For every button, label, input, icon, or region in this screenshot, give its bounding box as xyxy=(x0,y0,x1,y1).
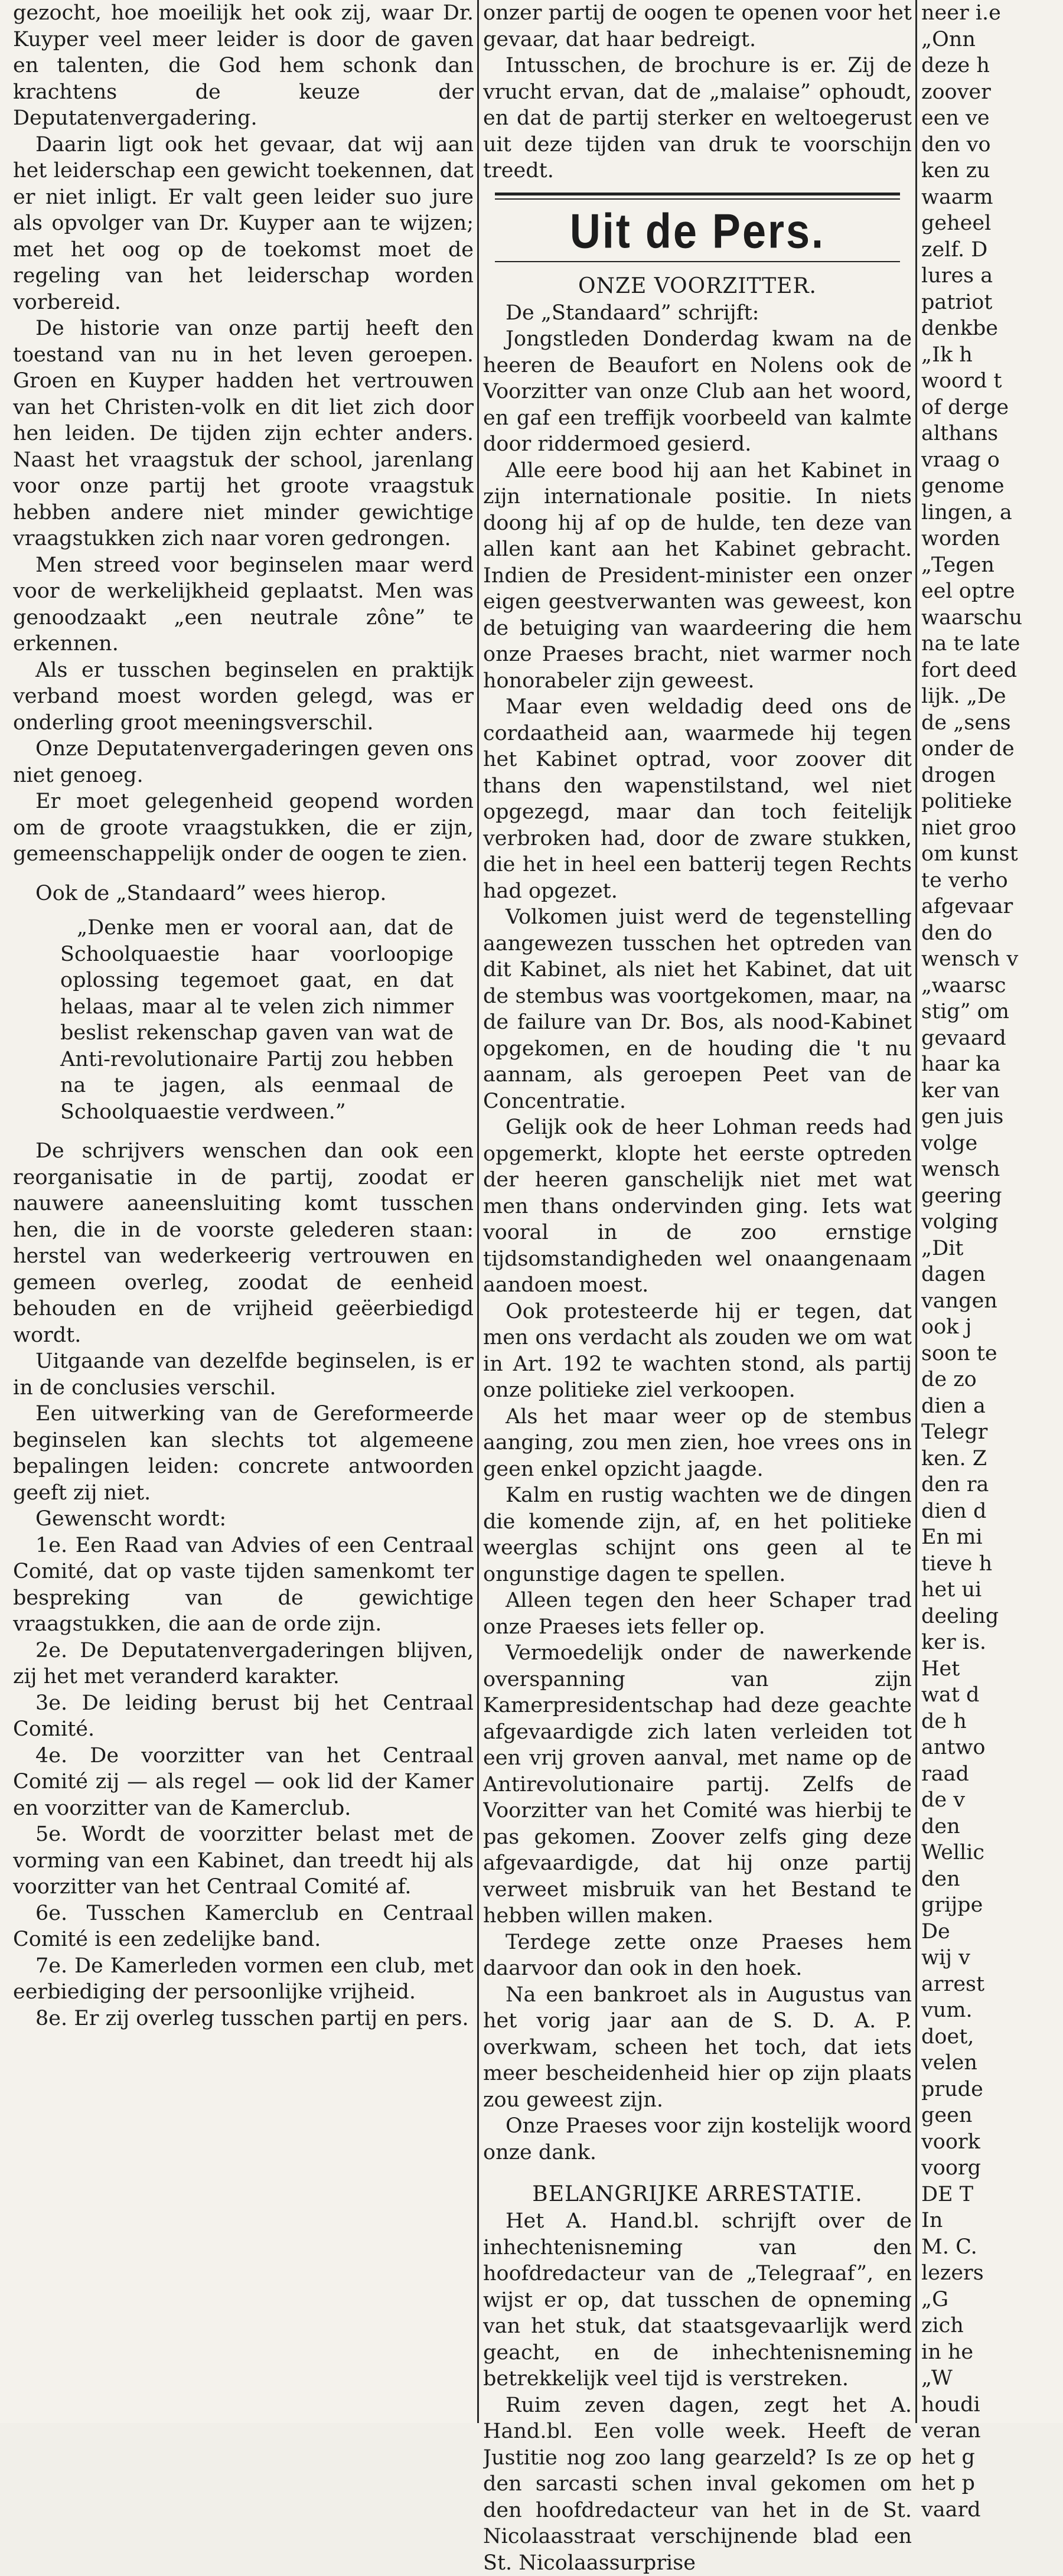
paragraph: Een uitwerking van de Gereformeerde beginselen kan slechts tot algemeene bepalingen leiden: concrete antwoorden geeft zij niet. xyxy=(13,1401,474,1506)
cropped-line: wensch xyxy=(921,1156,1063,1183)
cropped-line: waarschu xyxy=(921,605,1063,631)
paragraph: Volkomen juist werd de tegenstelling aangewezen tusschen het optreden van dit Kabinet, als niet het Kabinet, dat uit de stembus was voortgekomen, maar, na de failure van Dr. Bos, als nood-Kabinet opgekomen, en de houding die 't nu aannam, als geroepen Peet van de Concentratie. xyxy=(483,904,912,1114)
paragraph: 8e. Er zij overleg tusschen partij en pers. xyxy=(13,2006,474,2032)
cropped-line: afgevaar xyxy=(921,894,1063,920)
column-left xyxy=(13,0,474,2032)
paragraph: 7e. De Kamerleden vormen een club, met eerbiediging der persoonlijke vrijheid. xyxy=(13,1953,474,2006)
cropped-line: niet groo xyxy=(921,815,1063,842)
cropped-line: waarm xyxy=(921,184,1063,211)
cropped-line: althans xyxy=(921,420,1063,447)
cropped-line: de v xyxy=(921,1787,1063,1814)
cropped-line: den vo xyxy=(921,132,1063,158)
cropped-line: geering xyxy=(921,1183,1063,1209)
paragraph: Als er tusschen beginselen en praktijk verband moest worden gelegd, was er onderling groot meeningsverschil. xyxy=(13,657,474,736)
cropped-line: om kunst xyxy=(921,841,1063,868)
cropped-line: zoover xyxy=(921,79,1063,106)
paragraph: De historie van onze partij heeft den toestand van nu in het leven geroepen. Groen en Kuyper hadden het vertrouwen van het Christen-volk en dit liet zich door hen leiden. De tijden zijn echter anders. Naast het vraagstuk der school, jarenlang voor onze partij het groote vraagstuk hebben andere niet minder gewichtige vraagstukken zich naar voren gedrongen. xyxy=(13,315,474,552)
cropped-line: worden xyxy=(921,526,1063,552)
article-arrestatie xyxy=(483,2208,912,2576)
article-title-voorzitter: ONZE VOORZITTER. xyxy=(483,273,912,300)
cropped-line: velen xyxy=(921,2050,1063,2076)
paragraph: 6e. Tusschen Kamerclub en Centraal Comité is een zedelijke band. xyxy=(13,1900,474,1953)
paragraph: Alleen tegen den heer Schaper trad onze Praeses iets feller op. xyxy=(483,1587,912,1640)
section-heading: Uit de Pers. xyxy=(483,203,912,260)
cropped-line: ken. Z xyxy=(921,1446,1063,1472)
paragraph: Uitgaande van dezelfde beginselen, is er in de conclusies verschil. xyxy=(13,1348,474,1401)
cropped-line: den ra xyxy=(921,1472,1063,1498)
cropped-line: „waarsc xyxy=(921,973,1063,999)
cropped-line: te verho xyxy=(921,868,1063,894)
cropped-line: geheel xyxy=(921,210,1063,237)
paragraph: Terdege zette onze Praeses hem daarvoor dan ook in den hoek. xyxy=(483,1929,912,1982)
cropped-line: wat d xyxy=(921,1682,1063,1708)
cropped-line: onder de xyxy=(921,736,1063,762)
cropped-line: volge xyxy=(921,1130,1063,1157)
cropped-line: vaard xyxy=(921,2497,1063,2523)
cropped-line: lezers xyxy=(921,2260,1063,2287)
cropped-line: het p xyxy=(921,2470,1063,2497)
paragraph: Vermoedelijk onder de nawerkende overspanning van zijn Kamerpresidentschap had deze geachte afgevaardigde zich laten verleiden tot een vrij groven aanval, met name op de Antirevolutionaire partij. Zelfs de Voorzitter van het Comité was hierbij te pas gekomen. Zoover zelfs ging deze afgevaardigde, dat hij onze partij verweet misbruik van het Bestand te hebben willen maken. xyxy=(483,1640,912,1929)
paragraph: 5e. Wordt de voorzitter belast met de vorming van een Kabinet, dan treedt hij als voorzitter van het Centraal Comité af. xyxy=(13,1821,474,1900)
paragraph: 4e. De voorzitter van het Centraal Comité zij — als regel — ook lid der Kamer en voorzitter van de Kamerclub. xyxy=(13,1743,474,1822)
cropped-line: deze h xyxy=(921,53,1063,79)
paragraph: Er moet gelegenheid geopend worden om de groote vraagstukken, die er zijn, gemeenschappelijk onder de oogen te zien. xyxy=(13,788,474,868)
cropped-line: ker van xyxy=(921,1078,1063,1104)
cropped-line: dagen xyxy=(921,1261,1063,1288)
cropped-line: „G xyxy=(921,2287,1063,2313)
cropped-line: haar ka xyxy=(921,1051,1063,1078)
cropped-line: lijk. „De xyxy=(921,683,1063,710)
cropped-line: vraag o xyxy=(921,447,1063,474)
section-rule-top xyxy=(495,193,900,200)
cropped-line: M. C. xyxy=(921,2234,1063,2261)
cropped-line: in he xyxy=(921,2339,1063,2366)
cropped-line: Het xyxy=(921,1656,1063,1682)
cropped-line: of derge xyxy=(921,394,1063,421)
cropped-line: De xyxy=(921,1919,1063,1945)
cropped-line: „W xyxy=(921,2365,1063,2392)
paragraph: Intusschen, de brochure is er. Zij de vrucht ervan, dat de „malaise” ophoudt, en dat de partij sterker en weltoegerust uit deze tijden van druk te voorschijn treedt. xyxy=(483,53,912,184)
cropped-line: raad xyxy=(921,1761,1063,1788)
cropped-line: prude xyxy=(921,2076,1063,2103)
cropped-line: den xyxy=(921,1866,1063,1893)
paragraph: Onze Praeses voor zijn kostelijk woord onze dank. xyxy=(483,2113,912,2166)
cropped-line: woord t xyxy=(921,368,1063,394)
cropped-line: de „sens xyxy=(921,710,1063,736)
cropped-line: lures a xyxy=(921,263,1063,289)
paragraph: Men streed voor beginselen maar werd voor de werkelijkheid geplaatst. Men was genoodzaakt „een neutrale zône” te erkennen. xyxy=(13,552,474,657)
cropped-line: tieve h xyxy=(921,1551,1063,1577)
cropped-line: genome xyxy=(921,473,1063,500)
column-middle xyxy=(483,0,912,2576)
cropped-line: vangen xyxy=(921,1288,1063,1315)
cropped-line: deeling xyxy=(921,1603,1063,1630)
paragraph: gezocht, hoe moeilijk het ook zij, waar Dr. Kuyper veel meer leider is door de gaven en talenten, die God hem schonk dan krachtens de keuze der Deputatenvergadering. xyxy=(13,0,474,132)
cropped-line: wij v xyxy=(921,1945,1063,1971)
cropped-line: lingen, a xyxy=(921,500,1063,526)
cropped-line: antwo xyxy=(921,1734,1063,1761)
cropped-line: na te late xyxy=(921,631,1063,657)
cropped-line: In xyxy=(921,2207,1063,2234)
article-title-arrestatie: BELANGRIJKE ARRESTATIE. xyxy=(483,2181,912,2208)
paragraph: De „Standaard” schrijft: xyxy=(483,300,912,327)
cropped-line: soon te xyxy=(921,1341,1063,1367)
paragraph: Gelijk ook de heer Lohman reeds had opgemerkt, klopte het eerste optreden der heeren ganschelijk niet met wat men thans ondervinden ging. Iets wat vooral in de zoo ernstige tijdsomstandigheden wel onaangenaam aandoen moest. xyxy=(483,1114,912,1299)
cropped-line: den do xyxy=(921,920,1063,947)
cropped-line: het ui xyxy=(921,1577,1063,1603)
paragraph: Als het maar weer op de stembus aanging, zou men zien, hoe vrees ons in geen enkel opzicht jaagde. xyxy=(483,1404,912,1483)
section-rule-bottom xyxy=(495,261,900,262)
paragraph: Na een bankroet als in Augustus van het vorig jaar aan de S. D. A. P. overkwam, scheen het toch, dat iets meer bescheidenheid hier op zijn plaats zou geweest zijn. xyxy=(483,1982,912,2114)
cropped-line: ken zu xyxy=(921,158,1063,184)
cropped-line: En mi xyxy=(921,1524,1063,1551)
cropped-line: den xyxy=(921,1814,1063,1840)
paragraph: 2e. De Deputatenvergaderingen blijven, zij het met veranderd karakter. xyxy=(13,1638,474,1690)
paragraph: Ruim zeven dagen, zegt het A. Hand.bl. Een volle week. Heeft de Justitie nog zoo lang gearzeld? Is ze op den sarcasti schen inval gekomen om den hoofdredacteur van het in de St. Nicolaasstraat verschijnende blad een St. Nicolaassurprise xyxy=(483,2392,912,2576)
paragraph: Alle eere bood hij aan het Kabinet in zijn internationale positie. In niets doong hij af op de hulde, ten deze van allen kant aan het Kabinet gebracht. Indien de President-minister een onzer eigen geestverwanten was geweest, kon de betuiging van waardeering die hem onze Praeses bracht, niet warmer noch honorabeler zijn geweest. xyxy=(483,458,912,694)
cropped-line: „Tegen xyxy=(921,552,1063,579)
cropped-line: drogen xyxy=(921,762,1063,789)
cropped-line: grijpe xyxy=(921,1892,1063,1919)
cropped-line: volging xyxy=(921,1209,1063,1235)
cropped-line: zelf. D xyxy=(921,237,1063,263)
cropped-line: de zo xyxy=(921,1367,1063,1393)
cropped-line: veran xyxy=(921,2418,1063,2444)
cropped-line: politieke xyxy=(921,788,1063,815)
cropped-line: het g xyxy=(921,2444,1063,2471)
paragraph: „Denke men er vooral aan, dat de Schoolquaestie haar voorloopige oplossing tegemoet gaat, en dat helaas, maar al te velen zich nimmer beslist rekenschap gaven van wat de Anti-revolutionaire Partij zou hebben na te jagen, als eenmaal de Schoolquaestie verdween.” xyxy=(13,915,474,1125)
cropped-line: dien a xyxy=(921,1393,1063,1420)
paragraph: Ook protesteerde hij er tegen, dat men ons verdacht als zouden we om wat in Art. 192 te wachten stond, als partij onze politieke ziel verkoopen. xyxy=(483,1299,912,1404)
cropped-line: geen xyxy=(921,2102,1063,2129)
cropped-line: vum. xyxy=(921,1997,1063,2024)
cropped-line: voork xyxy=(921,2129,1063,2156)
cropped-line: fort deed xyxy=(921,657,1063,684)
cropped-line: „Dit xyxy=(921,1235,1063,1262)
cropped-line: gen juis xyxy=(921,1104,1063,1130)
cropped-line: patriot xyxy=(921,289,1063,316)
paragraph: Ook de „Standaard” wees hierop. xyxy=(13,881,474,907)
paragraph: Gewenscht wordt: xyxy=(13,1506,474,1532)
cropped-line: Telegr xyxy=(921,1419,1063,1446)
cropped-line: arrest xyxy=(921,1971,1063,1998)
cropped-line: ker is. xyxy=(921,1629,1063,1656)
cropped-line: „Ik h xyxy=(921,342,1063,369)
cropped-line: eel optre xyxy=(921,578,1063,605)
column-rule-1 xyxy=(477,0,479,2423)
cropped-line: stig” om xyxy=(921,999,1063,1025)
paragraph: Kalm en rustig wachten we de dingen die komende zijn, af, en het politieke weerglas schijnt ons geen al te ongunstige dagen te spellen. xyxy=(483,1482,912,1587)
cropped-line: Wellic xyxy=(921,1840,1063,1866)
cropped-line: voorg xyxy=(921,2155,1063,2182)
cropped-line: doet, xyxy=(921,2024,1063,2050)
paragraph: onzer partij de oogen te openen voor het gevaar, dat haar bedreigt. xyxy=(483,0,912,53)
cropped-line: denkbe xyxy=(921,315,1063,342)
paragraph: 3e. De leiding berust bij het Centraal Comité. xyxy=(13,1690,474,1743)
cropped-line: gevaard xyxy=(921,1025,1063,1052)
paragraph: 1e. Een Raad van Advies of een Centraal Comité, dat op vaste tijden samenkomt ter bespreking van de gewichtige vraagstukken, die aan de orde zijn. xyxy=(13,1532,474,1638)
cropped-line: neer i.e xyxy=(921,0,1063,27)
paragraph: Maar even weldadig deed ons de cordaatheid aan, waarmede hij tegen het Kabinet optrad, voor zoover dit thans den wapenstilstand, wel niet opgezegd, maar dan toch feitelijk verbroken had, door de zware stukken, die het in heel een batterij tegen Rechts had opgezet. xyxy=(483,694,912,904)
cropped-line: de h xyxy=(921,1708,1063,1735)
article-voorzitter xyxy=(483,300,912,2166)
cropped-line: zich xyxy=(921,2313,1063,2339)
paragraph: Jongstleden Donderdag kwam na de heeren de Beaufort en Nolens ook de Voorzitter van onze Club aan het woord, en gaf een treffijk voorbeeld van kalmte door riddermoed gesierd. xyxy=(483,326,912,458)
continued-article xyxy=(483,0,912,184)
cropped-line: wensch v xyxy=(921,946,1063,973)
column-right-cropped xyxy=(921,0,1063,2523)
cropped-line: DE T xyxy=(921,2182,1063,2208)
cropped-line: houdi xyxy=(921,2392,1063,2418)
paragraph: Het A. Hand.bl. schrijft over de inhechtenisneming van den hoofdredacteur van de „Telegraaf”, en wijst er op, dat tusschen de opneming van het stuk, dat staatsgevaarlijk werd geacht, en de inhechtenisneming betrekkelijk veel tijd is verstreken. xyxy=(483,2208,912,2392)
cropped-line: dien d xyxy=(921,1498,1063,1525)
paragraph: De schrijvers wenschen dan ook een reorganisatie in de partij, zoodat er nauwere aaneensluiting komt tusschen hen, die in de voorste gelederen staan: herstel van wederkeerig vertrouwen en gemeen overleg, zoodat de eenheid behouden en de vrijheid geëerbiedigd wordt. xyxy=(13,1138,474,1348)
cropped-line: „Onn xyxy=(921,27,1063,53)
cropped-line: een ve xyxy=(921,105,1063,132)
paragraph: Onze Deputatenvergaderingen geven ons niet genoeg. xyxy=(13,736,474,788)
cropped-line: ook j xyxy=(921,1314,1063,1341)
column-rule-2 xyxy=(915,0,917,2423)
paragraph: Daarin ligt ook het gevaar, dat wij aan het leiderschap een gewicht toekennen, dat er niet inligt. Er valt geen leider suo jure als opvolger van Dr. Kuyper aan te wijzen; met het oog op de toekomst moet de regeling van het leiderschap worden vorbereid. xyxy=(13,132,474,316)
